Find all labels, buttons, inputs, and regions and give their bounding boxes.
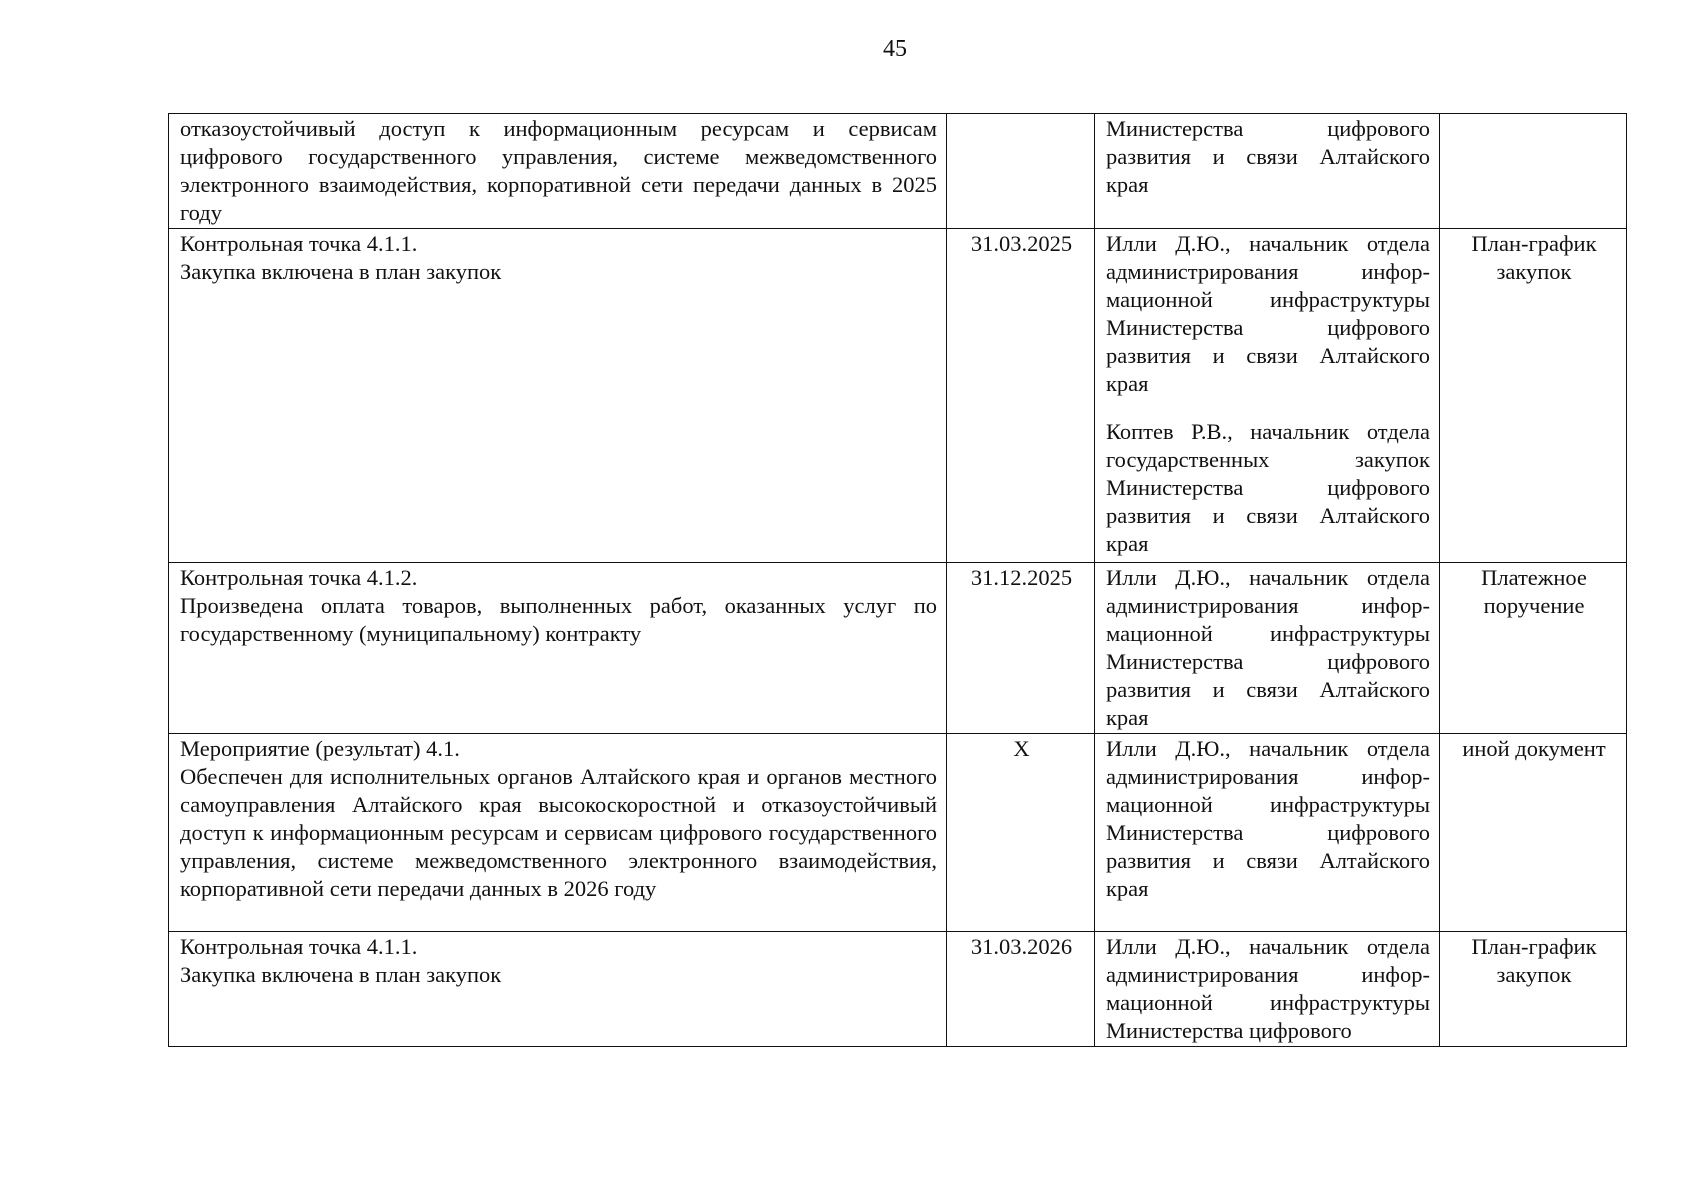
row-title: Контрольная точка 4.1.1. xyxy=(180,231,418,256)
row-description: Закупка включена в план закупок xyxy=(180,962,502,987)
date-cell xyxy=(947,229,1095,563)
row-date: 31.03.2026 xyxy=(970,934,1073,959)
responsible-entry: Илли Д.Ю., начальник отдела администрирования инфор-мационной инфраструктуры Министерства цифрового xyxy=(1106,934,1430,1043)
date-cell xyxy=(947,114,1095,229)
row-document: План-график закупок xyxy=(1471,231,1597,284)
row-document: Платежное поручение xyxy=(1481,565,1587,618)
document-cell xyxy=(1440,114,1627,229)
document-cell xyxy=(1440,932,1627,1047)
description-cell xyxy=(169,114,947,229)
responsible-entry: Министерства цифрового развития и связи Алтайского края xyxy=(1106,116,1430,197)
document-cell xyxy=(1440,229,1627,563)
description-cell xyxy=(169,229,947,563)
responsible-cell xyxy=(1095,563,1440,734)
row-date: X xyxy=(1013,736,1030,761)
document-cell xyxy=(1440,563,1627,734)
table-row xyxy=(169,932,1627,1047)
row-date: 31.12.2025 xyxy=(970,565,1073,590)
table-row xyxy=(169,563,1627,734)
row-description: отказоустойчивый доступ к информационным ресурсам и сервисам цифрового государственного управления, системе межведомственного электронного взаимодействия, корпоративной сети передачи данных в 2025 году xyxy=(180,116,937,225)
row-description: Обеспечен для исполнительных органов Алтайского края и органов местного самоуправления Алтайского края высокоскоростной и отказоустойчивый доступ к информационным ресурсам и сервисам цифрового государственного управления, системе межведомственного электронного взаимодействия, корпоративной сети передачи данных в 2026 году xyxy=(180,764,937,901)
responsible-entry: Илли Д.Ю., начальник отдела администрирования инфор-мационной инфраструктуры Министерства цифрового развития и связи Алтайского края xyxy=(1106,736,1430,901)
document-cell xyxy=(1440,734,1627,932)
responsible-entry: Илли Д.Ю., начальник отдела администрирования инфор-мационной инфраструктуры Министерства цифрового развития и связи Алтайского края xyxy=(1106,565,1430,730)
responsible-entry: Коптев Р.В., начальник отдела государственных закупок Министерства цифрового развития и связи Алтайского края xyxy=(1106,419,1430,556)
date-cell xyxy=(947,734,1095,932)
responsible-cell xyxy=(1095,229,1440,563)
page-number: 45 xyxy=(883,36,907,62)
row-date: 31.03.2025 xyxy=(970,231,1073,256)
row-description: Закупка включена в план закупок xyxy=(180,259,502,284)
table-row xyxy=(169,734,1627,932)
plan-table xyxy=(168,113,1627,1047)
row-document: План-график закупок xyxy=(1471,934,1597,987)
table-row xyxy=(169,114,1627,229)
responsible-cell xyxy=(1095,932,1440,1047)
responsible-cell xyxy=(1095,114,1440,229)
description-cell xyxy=(169,563,947,734)
description-cell xyxy=(169,932,947,1047)
date-cell xyxy=(947,932,1095,1047)
responsible-entry: Илли Д.Ю., начальник отдела администрирования инфор-мационной инфраструктуры Министерства цифрового развития и связи Алтайского края xyxy=(1106,231,1430,396)
date-cell xyxy=(947,563,1095,734)
responsible-cell xyxy=(1095,734,1440,932)
row-description: Произведена оплата товаров, выполненных работ, оказанных услуг по государственному (муниципальному) контракту xyxy=(180,593,937,646)
row-title: Мероприятие (результат) 4.1. xyxy=(180,736,460,761)
row-document: иной документ xyxy=(1462,736,1606,761)
row-title: Контрольная точка 4.1.1. xyxy=(180,934,418,959)
description-cell xyxy=(169,734,947,932)
row-title: Контрольная точка 4.1.2. xyxy=(180,565,418,590)
table-row xyxy=(169,229,1627,563)
